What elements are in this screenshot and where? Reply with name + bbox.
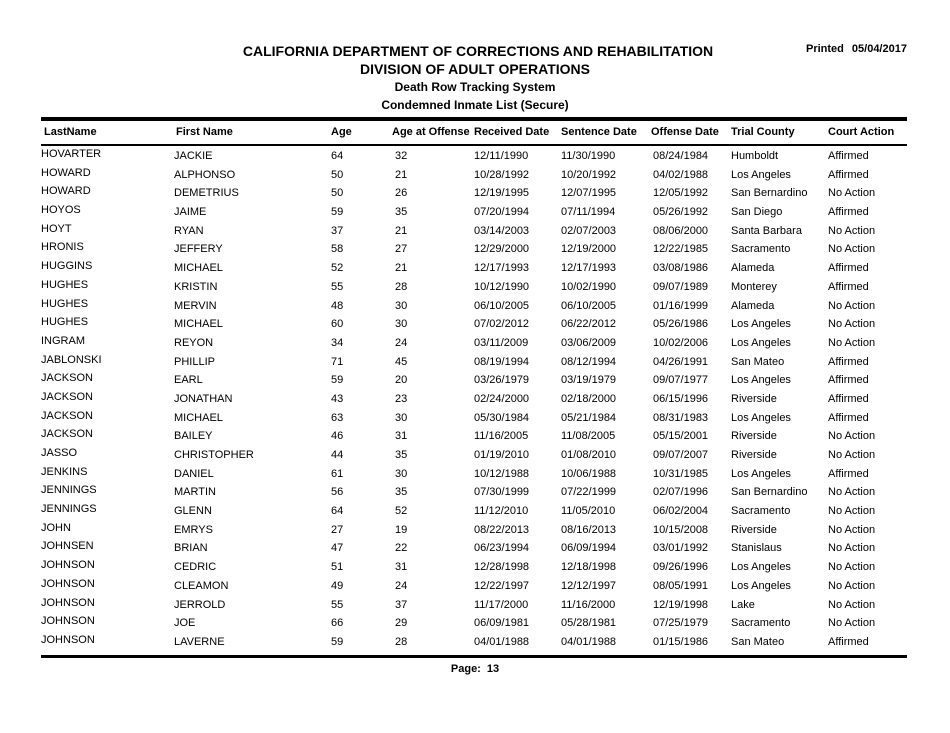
cell-trial-county: Los Angeles [731, 168, 791, 181]
cell-offense-date: 07/25/1979 [653, 617, 709, 630]
cell-received-date: 12/22/1997 [474, 579, 530, 592]
table-top-rule [41, 117, 907, 121]
cell-court-action: No Action [828, 505, 876, 518]
cell-trial-county: San Mateo [731, 635, 785, 648]
cell-age: 60 [331, 318, 344, 331]
cell-first-name: MICHAEL [174, 411, 223, 424]
cell-age-at-offense: 20 [395, 374, 408, 387]
cell-first-name: JEFFERY [174, 243, 223, 256]
cell-last-name: JOHNSON [41, 615, 95, 628]
cell-age-at-offense: 28 [395, 280, 408, 293]
cell-sentence-date: 10/02/1990 [561, 280, 617, 293]
cell-first-name: DEMETRIUS [174, 187, 239, 200]
cell-age-at-offense: 31 [395, 561, 408, 574]
cell-last-name: JABLONSKI [41, 353, 102, 366]
cell-age-at-offense: 21 [395, 168, 408, 181]
cell-received-date: 10/12/1990 [474, 280, 530, 293]
table-row [0, 466, 950, 485]
cell-sentence-date: 04/01/1988 [561, 635, 617, 648]
cell-age: 52 [331, 262, 344, 275]
cell-received-date: 04/01/1988 [474, 635, 530, 648]
cell-trial-county: Riverside [731, 392, 777, 405]
cell-last-name: JENNINGS [41, 503, 97, 516]
cell-age: 59 [331, 635, 344, 648]
cell-last-name: HRONIS [41, 241, 84, 254]
cell-last-name: JASSO [41, 447, 78, 459]
cell-offense-date: 08/06/2000 [653, 224, 709, 237]
cell-court-action: No Action [828, 523, 876, 536]
table-row [0, 298, 950, 317]
table-row [0, 522, 950, 541]
table-row [0, 354, 950, 373]
cell-offense-date: 03/08/1986 [653, 262, 709, 275]
cell-last-name: JENKINS [41, 465, 88, 478]
cell-last-name: HOWARD [41, 166, 91, 179]
cell-offense-date: 04/02/1988 [653, 168, 709, 181]
cell-court-action: No Action [828, 430, 876, 443]
cell-age-at-offense: 35 [395, 206, 408, 219]
cell-received-date: 02/24/2000 [474, 392, 530, 405]
printed-date: 05/04/2017 [851, 43, 907, 55]
column-header-first-name: First Name [176, 126, 233, 138]
cell-received-date: 10/12/1988 [474, 467, 530, 480]
cell-first-name: JERROLD [174, 598, 226, 611]
cell-sentence-date: 12/19/2000 [561, 243, 617, 256]
cell-court-action: No Action [828, 542, 876, 555]
cell-age-at-offense: 28 [395, 635, 408, 648]
cell-received-date: 08/22/2013 [474, 523, 530, 536]
cell-trial-county: Riverside [731, 449, 777, 461]
cell-first-name: EARL [174, 374, 203, 387]
cell-age-at-offense: 24 [395, 336, 408, 349]
cell-offense-date: 08/24/1984 [653, 150, 709, 162]
cell-last-name: JACKSON [41, 428, 93, 441]
table-row [0, 204, 950, 223]
cell-trial-county: Alameda [731, 299, 775, 312]
cell-offense-date: 09/07/2007 [653, 449, 709, 461]
cell-court-action: No Action [828, 598, 876, 611]
cell-first-name: JOE [174, 617, 196, 630]
report-title-list: Condemned Inmate List (Secure) [381, 98, 569, 112]
cell-age-at-offense: 27 [395, 243, 408, 256]
cell-received-date: 07/02/2012 [474, 318, 530, 331]
cell-age: 55 [331, 598, 344, 611]
cell-sentence-date: 12/18/1998 [561, 561, 617, 574]
cell-sentence-date: 06/09/1994 [561, 542, 617, 555]
cell-court-action: Affirmed [828, 206, 869, 219]
cell-offense-date: 04/26/1991 [653, 355, 709, 368]
cell-trial-county: Sacramento [731, 243, 791, 256]
cell-sentence-date: 11/30/1990 [561, 150, 616, 162]
cell-age-at-offense: 26 [395, 187, 408, 200]
cell-court-action: Affirmed [828, 392, 869, 405]
cell-court-action: Affirmed [828, 280, 869, 293]
cell-court-action: Affirmed [828, 635, 869, 648]
cell-last-name: HUGHES [41, 278, 89, 291]
cell-last-name: HUGHES [41, 316, 89, 329]
inmate-table-body [0, 148, 950, 653]
cell-age: 43 [331, 392, 344, 405]
cell-trial-county: Los Angeles [731, 579, 791, 592]
cell-trial-county: Stanislaus [731, 542, 782, 555]
report-title-division: DIVISION OF ADULT OPERATIONS [360, 61, 590, 77]
cell-first-name: BAILEY [174, 430, 213, 443]
cell-sentence-date: 03/06/2009 [561, 336, 617, 349]
cell-last-name: JOHNSON [41, 559, 95, 572]
cell-court-action: Affirmed [828, 411, 869, 424]
cell-age: 27 [331, 523, 344, 536]
cell-court-action: Affirmed [828, 374, 869, 387]
cell-offense-date: 05/26/1986 [653, 318, 709, 331]
table-row [0, 634, 950, 653]
cell-first-name: BRIAN [174, 542, 208, 555]
cell-offense-date: 06/02/2004 [653, 505, 709, 518]
cell-offense-date: 08/05/1991 [653, 579, 709, 592]
cell-age: 51 [331, 561, 344, 574]
cell-first-name: MICHAEL [174, 262, 223, 275]
page-number: 13 [486, 663, 500, 675]
cell-first-name: JACKIE [174, 150, 213, 162]
cell-trial-county: Santa Barbara [731, 224, 802, 237]
cell-first-name: LAVERNE [174, 635, 225, 648]
cell-court-action: No Action [828, 318, 876, 331]
cell-offense-date: 12/19/1998 [653, 598, 709, 611]
cell-age-at-offense: 31 [395, 430, 408, 443]
cell-court-action: No Action [828, 299, 876, 312]
cell-age-at-offense: 52 [395, 505, 408, 518]
table-row [0, 503, 950, 522]
cell-offense-date: 12/05/1992 [653, 187, 709, 200]
column-header-trial-county: Trial County [731, 126, 795, 138]
cell-last-name: JACKSON [41, 372, 93, 385]
cell-age: 63 [331, 411, 344, 424]
table-row [0, 372, 950, 391]
cell-age: 66 [331, 617, 344, 630]
cell-offense-date: 09/26/1996 [653, 561, 709, 574]
cell-sentence-date: 08/12/1994 [561, 355, 617, 368]
cell-court-action: No Action [828, 617, 876, 630]
table-row [0, 597, 950, 616]
cell-received-date: 10/28/1992 [474, 168, 530, 181]
cell-first-name: KRISTIN [174, 280, 218, 293]
cell-trial-county: San Bernardino [731, 187, 808, 200]
cell-offense-date: 09/07/1977 [653, 374, 709, 387]
cell-received-date: 12/29/2000 [474, 243, 530, 256]
cell-age-at-offense: 19 [395, 523, 408, 536]
column-header-received-date: Received Date [474, 126, 550, 138]
cell-received-date: 11/12/2010 [474, 505, 529, 518]
cell-court-action: Affirmed [828, 467, 869, 480]
cell-trial-county: Los Angeles [731, 336, 791, 349]
table-row [0, 260, 950, 279]
cell-offense-date: 01/16/1999 [653, 299, 709, 312]
table-row [0, 540, 950, 559]
cell-age-at-offense: 21 [395, 262, 408, 275]
cell-offense-date: 01/15/1986 [653, 635, 709, 648]
cell-trial-county: Sacramento [731, 617, 791, 630]
cell-age: 56 [331, 486, 344, 499]
cell-age: 71 [331, 355, 344, 368]
cell-first-name: MERVIN [174, 299, 217, 312]
cell-age-at-offense: 35 [395, 449, 408, 461]
cell-first-name: CEDRIC [174, 561, 217, 574]
cell-court-action: Affirmed [828, 262, 869, 275]
cell-first-name: RYAN [174, 224, 204, 237]
report-title-system: Death Row Tracking System [394, 80, 556, 94]
table-row [0, 428, 950, 447]
column-header-offense-date: Offense Date [651, 126, 719, 138]
cell-age-at-offense: 32 [395, 150, 408, 162]
table-row [0, 410, 950, 429]
cell-first-name: DANIEL [174, 467, 214, 480]
cell-received-date: 08/19/1994 [474, 355, 530, 368]
cell-first-name: JAIME [174, 206, 207, 219]
cell-sentence-date: 12/12/1997 [561, 579, 617, 592]
report-title-agency: CALIFORNIA DEPARTMENT OF CORRECTIONS AND REHABILITATION [242, 43, 714, 59]
cell-sentence-date: 11/16/2000 [561, 598, 616, 611]
cell-court-action: No Action [828, 579, 876, 592]
cell-age: 50 [331, 187, 344, 200]
cell-court-action: No Action [828, 486, 876, 499]
cell-last-name: HOWARD [41, 185, 91, 198]
cell-sentence-date: 12/17/1993 [561, 262, 617, 275]
cell-received-date: 06/10/2005 [474, 299, 530, 312]
cell-offense-date: 02/07/1996 [653, 486, 709, 499]
column-header-sentence-date: Sentence Date [561, 126, 637, 138]
cell-age: 59 [331, 374, 344, 387]
cell-age-at-offense: 30 [395, 318, 408, 331]
table-row [0, 279, 950, 298]
cell-court-action: No Action [828, 243, 876, 256]
cell-first-name: GLENN [174, 505, 212, 518]
cell-sentence-date: 01/08/2010 [561, 449, 617, 461]
cell-trial-county: Los Angeles [731, 318, 791, 331]
cell-age-at-offense: 30 [395, 411, 408, 424]
cell-received-date: 03/11/2009 [474, 336, 529, 349]
cell-offense-date: 03/01/1992 [653, 542, 709, 555]
cell-trial-county: Los Angeles [731, 467, 791, 480]
cell-trial-county: San Diego [731, 206, 783, 219]
cell-last-name: JOHNSON [41, 633, 95, 646]
cell-received-date: 05/30/1984 [474, 411, 530, 424]
cell-court-action: No Action [828, 561, 876, 574]
cell-age: 64 [331, 150, 344, 162]
cell-age: 47 [331, 542, 344, 555]
cell-received-date: 12/19/1995 [474, 187, 530, 200]
cell-sentence-date: 10/06/1988 [561, 467, 617, 480]
cell-last-name: HOYT [41, 222, 72, 235]
cell-age: 59 [331, 206, 344, 219]
cell-offense-date: 05/26/1992 [653, 206, 709, 219]
cell-sentence-date: 02/07/2003 [561, 224, 617, 237]
cell-trial-county: Monterey [731, 280, 777, 293]
cell-age: 34 [331, 336, 344, 349]
cell-last-name: JACKSON [41, 390, 93, 403]
cell-received-date: 12/28/1998 [474, 561, 530, 574]
cell-court-action: Affirmed [828, 355, 869, 368]
cell-age: 55 [331, 280, 344, 293]
cell-sentence-date: 05/28/1981 [561, 617, 617, 630]
column-header-last-name: LastName [44, 126, 97, 138]
cell-age-at-offense: 29 [395, 617, 408, 630]
cell-trial-county: Los Angeles [731, 411, 791, 424]
cell-last-name: INGRAM [41, 334, 85, 347]
cell-age: 58 [331, 243, 344, 256]
cell-sentence-date: 07/22/1999 [561, 486, 617, 499]
cell-last-name: HUGGINS [41, 260, 93, 273]
cell-first-name: PHILLIP [174, 355, 215, 368]
page-indicator [0, 663, 950, 675]
cell-age: 50 [331, 168, 344, 181]
table-row [0, 484, 950, 503]
cell-trial-county: Riverside [731, 430, 777, 443]
cell-first-name: CLEAMON [174, 579, 229, 592]
cell-age-at-offense: 35 [395, 486, 408, 499]
cell-last-name: JACKSON [41, 409, 93, 422]
cell-offense-date: 06/15/1996 [653, 392, 709, 405]
cell-last-name: JENNINGS [41, 484, 97, 497]
cell-received-date: 11/16/2005 [474, 430, 529, 443]
cell-first-name: JONATHAN [174, 392, 233, 405]
cell-age: 44 [331, 449, 344, 461]
cell-received-date: 11/17/2000 [474, 598, 529, 611]
cell-age: 46 [331, 430, 344, 443]
cell-received-date: 03/26/1979 [474, 374, 530, 387]
cell-age-at-offense: 21 [395, 224, 408, 237]
cell-received-date: 12/11/1990 [474, 150, 529, 162]
cell-court-action: No Action [828, 187, 876, 200]
cell-trial-county: San Bernardino [731, 486, 808, 499]
cell-sentence-date: 06/10/2005 [561, 299, 617, 312]
cell-sentence-date: 03/19/1979 [561, 374, 617, 387]
cell-received-date: 12/17/1993 [474, 262, 530, 275]
column-header-age: Age [331, 126, 352, 138]
cell-last-name: HUGHES [41, 297, 89, 310]
cell-court-action: No Action [828, 224, 876, 237]
cell-sentence-date: 12/07/1995 [561, 187, 617, 200]
cell-sentence-date: 10/20/1992 [561, 168, 617, 181]
cell-court-action: Affirmed [828, 168, 869, 181]
cell-sentence-date: 11/08/2005 [561, 430, 616, 443]
cell-offense-date: 10/02/2006 [653, 336, 709, 349]
cell-offense-date: 12/22/1985 [653, 243, 709, 256]
column-header-court-action: Court Action [828, 126, 895, 138]
cell-received-date: 06/09/1981 [474, 617, 530, 630]
cell-trial-county: Alameda [731, 262, 775, 275]
table-row [0, 167, 950, 186]
page-label: Page: [450, 663, 481, 675]
cell-trial-county: Los Angeles [731, 561, 791, 574]
cell-trial-county: Los Angeles [731, 374, 791, 387]
cell-age-at-offense: 45 [395, 355, 408, 368]
cell-age-at-offense: 22 [395, 542, 408, 555]
cell-age-at-offense: 24 [395, 579, 408, 592]
table-row [0, 559, 950, 578]
cell-age-at-offense: 37 [395, 598, 408, 611]
cell-court-action: No Action [828, 336, 876, 349]
cell-court-action: No Action [828, 449, 876, 461]
cell-sentence-date: 07/11/1994 [561, 206, 616, 219]
cell-trial-county: Humboldt [731, 150, 779, 162]
column-header-age-at-offense: Age at Offense [392, 126, 470, 138]
cell-age: 64 [331, 505, 344, 518]
cell-offense-date: 10/31/1985 [653, 467, 709, 480]
cell-offense-date: 09/07/1989 [653, 280, 709, 293]
cell-sentence-date: 02/18/2000 [561, 392, 617, 405]
cell-last-name: JOHNSON [41, 577, 95, 590]
table-bottom-rule [41, 655, 907, 658]
cell-trial-county: Riverside [731, 523, 777, 536]
cell-age: 61 [331, 467, 344, 480]
cell-sentence-date: 08/16/2013 [561, 523, 617, 536]
cell-age-at-offense: 23 [395, 392, 408, 405]
cell-sentence-date: 06/22/2012 [561, 318, 617, 331]
cell-sentence-date: 05/21/1984 [561, 411, 617, 424]
cell-received-date: 07/30/1999 [474, 486, 530, 499]
cell-age: 37 [331, 224, 344, 237]
cell-last-name: HOYOS [41, 204, 81, 217]
cell-received-date: 06/23/1994 [474, 542, 530, 555]
cell-first-name: ALPHONSO [174, 168, 236, 181]
cell-age: 49 [331, 579, 344, 592]
cell-first-name: EMRYS [174, 523, 213, 536]
table-row [0, 316, 950, 335]
cell-offense-date: 10/15/2008 [653, 523, 709, 536]
table-row [0, 447, 950, 466]
table-row [0, 615, 950, 634]
cell-age-at-offense: 30 [395, 299, 408, 312]
table-row [0, 241, 950, 260]
printed-label: Printed [806, 43, 844, 55]
cell-received-date: 03/14/2003 [474, 224, 530, 237]
cell-first-name: REYON [174, 336, 214, 349]
cell-last-name: JOHNSON [41, 596, 95, 609]
cell-trial-county: San Mateo [731, 355, 785, 368]
cell-sentence-date: 11/05/2010 [561, 505, 616, 518]
cell-age: 48 [331, 299, 344, 312]
printed-stamp [806, 43, 907, 55]
cell-first-name: MARTIN [174, 486, 216, 499]
cell-first-name: MICHAEL [174, 318, 223, 331]
table-row [0, 335, 950, 354]
cell-last-name: JOHNSEN [41, 540, 94, 553]
cell-trial-county: Lake [731, 598, 755, 611]
cell-received-date: 01/19/2010 [474, 449, 530, 461]
table-row [0, 185, 950, 204]
cell-offense-date: 05/15/2001 [653, 430, 709, 443]
table-row [0, 391, 950, 410]
table-row [0, 148, 950, 167]
table-row [0, 578, 950, 597]
cell-received-date: 07/20/1994 [474, 206, 530, 219]
cell-trial-county: Sacramento [731, 505, 791, 518]
table-row [0, 223, 950, 242]
cell-offense-date: 08/31/1983 [653, 411, 709, 424]
cell-age-at-offense: 30 [395, 467, 408, 480]
table-header-rule [41, 144, 907, 146]
cell-last-name: JOHN [41, 521, 71, 534]
cell-last-name: HOVARTER [41, 148, 102, 160]
cell-court-action: Affirmed [828, 150, 869, 162]
cell-first-name: CHRISTOPHER [174, 449, 254, 461]
